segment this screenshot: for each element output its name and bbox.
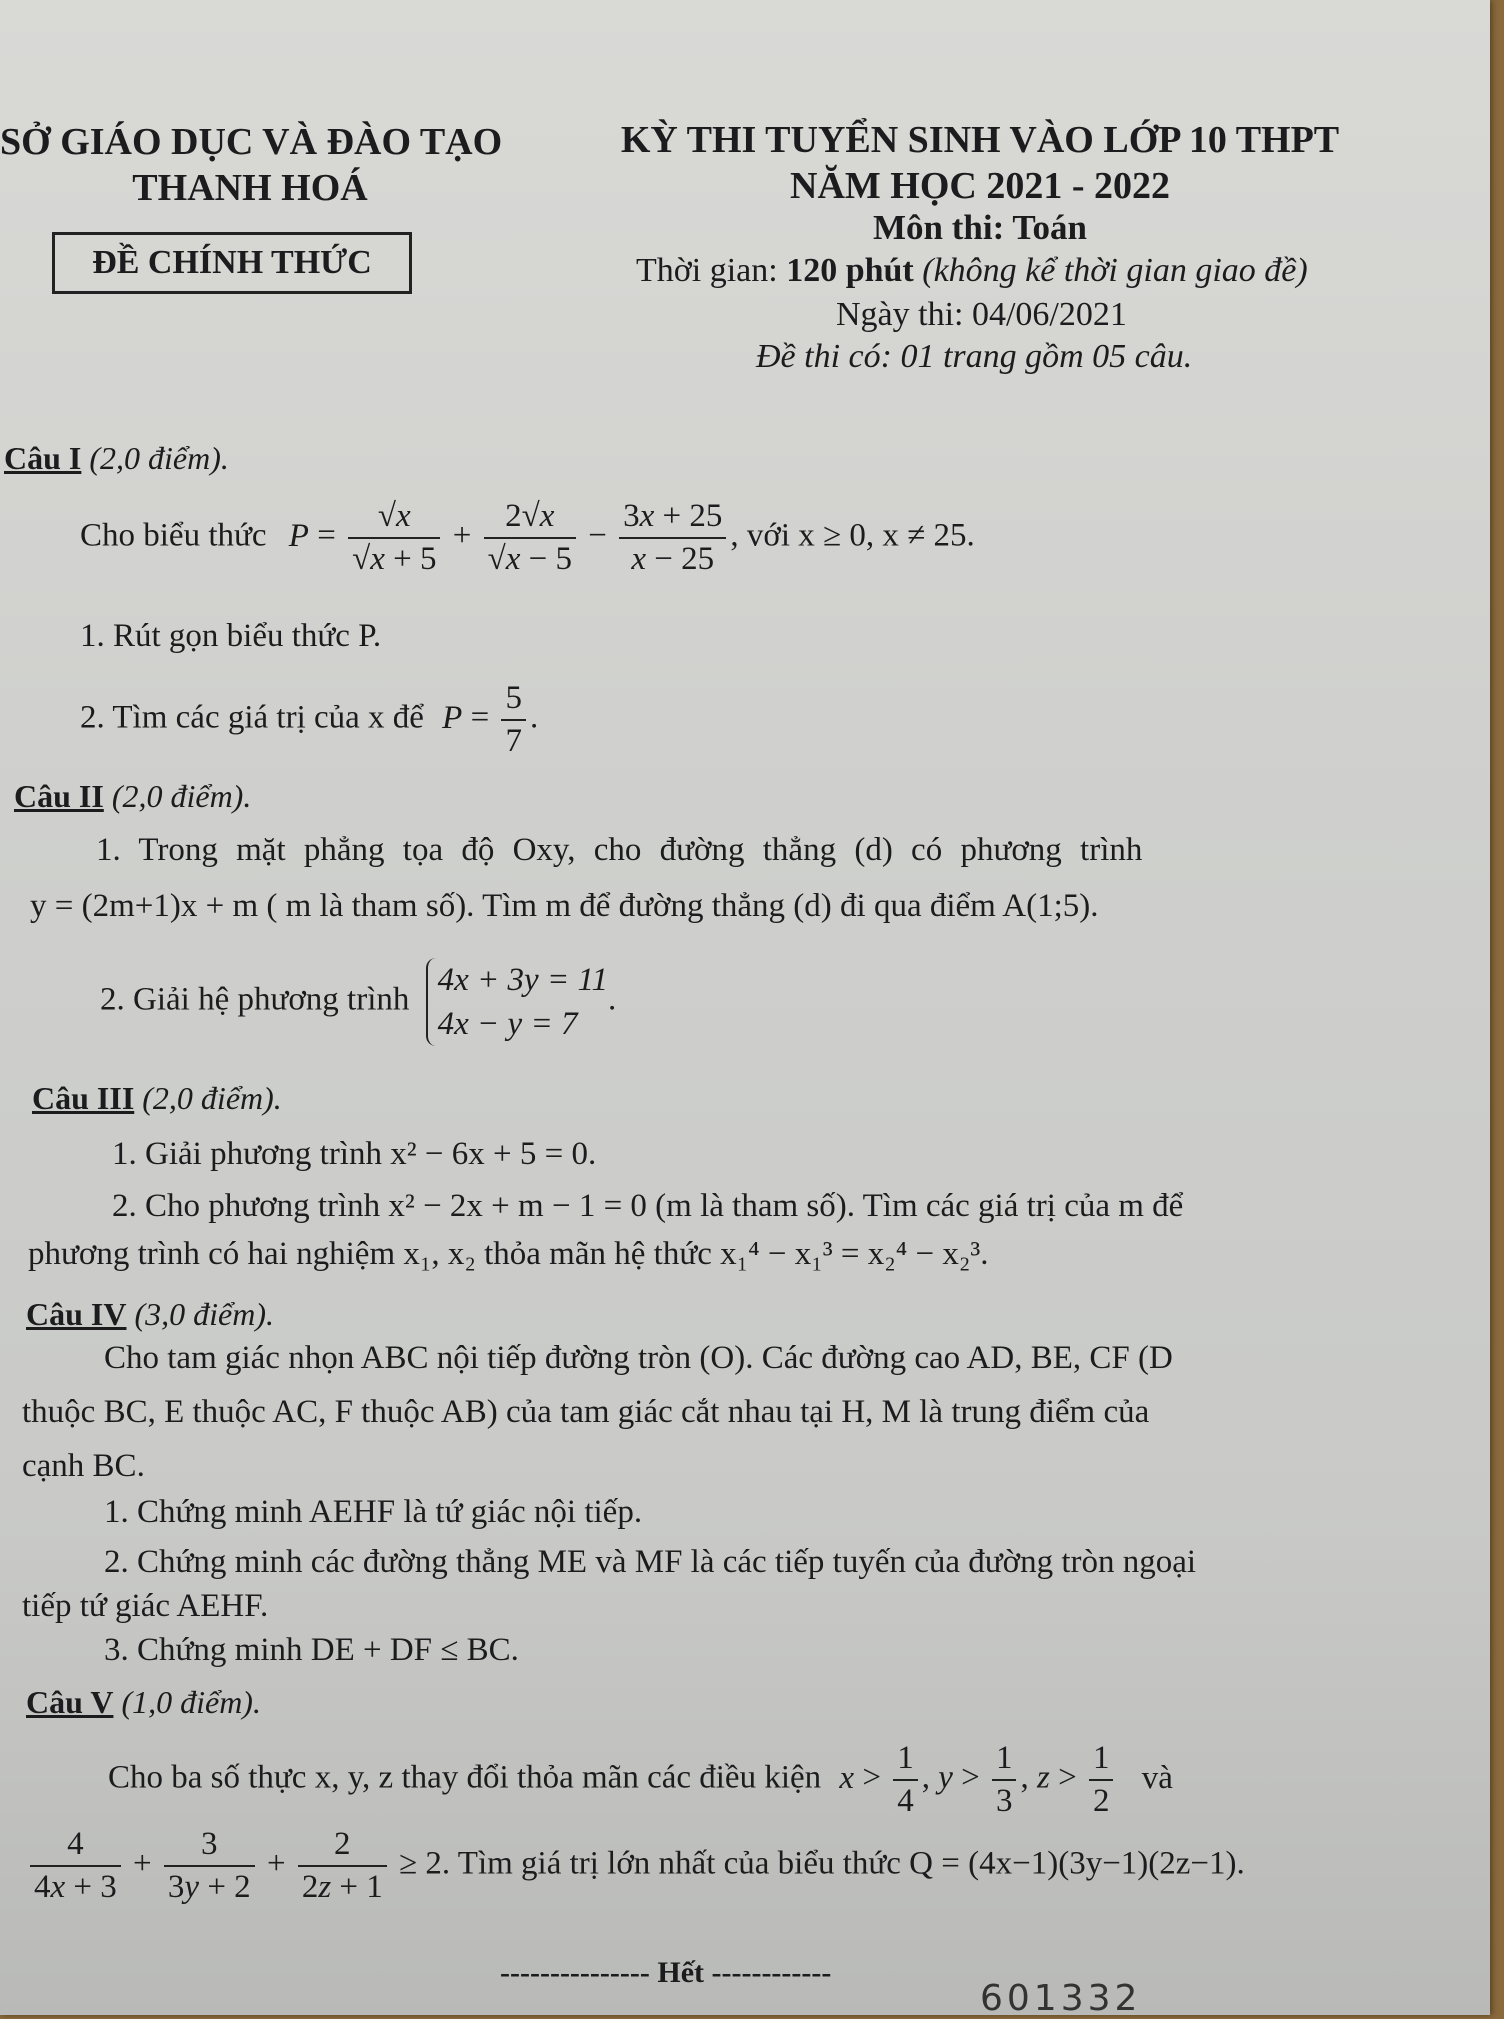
q1-points: (2,0 điểm).	[89, 440, 229, 476]
q3-title: Câu III	[32, 1080, 135, 1116]
q4-intro-line3: cạnh BC.	[22, 1448, 145, 1484]
q2-eq1: 4x + 3y = 11	[437, 962, 609, 998]
q5-line1: Cho ba số thực x, y, z thay đổi thỏa mãn các điều kiện x > $\frac{1}{4}$ , y > $\frac{1}{3}$ , z > $\frac{1}{2}$ và	[108, 1740, 1173, 1819]
q1-frac1: $\frac{√x}{√x + 5}$	[348, 498, 440, 578]
subject: Môn thi: Toán	[873, 208, 1087, 247]
exam-title: KỲ THI TUYỂN SINH VÀO LỚP 10 THPT	[620, 119, 1340, 161]
q1-frac3: $\frac{3x + 25}{x - 25}$	[619, 498, 726, 578]
q1-part2: 2. Tìm các giá trị của x để P = $\frac{5}{7}$ .	[80, 680, 539, 759]
q1-heading	[4, 440, 229, 477]
school-year: NĂM HỌC 2021 - 2022	[790, 165, 1170, 207]
q5-frac-y: $\frac{1}{3}$	[992, 1740, 1017, 1820]
q2-points: (2,0 điểm).	[111, 778, 252, 814]
q1-condition: , với x ≥ 0, x ≠ 25.	[730, 517, 975, 554]
time-note: (không kể thời gian giao đề)	[922, 252, 1308, 289]
official-label: ĐỀ CHÍNH THỨC	[52, 232, 412, 294]
q5-points: (1,0 điểm).	[121, 1684, 261, 1720]
q4-part3: 3. Chứng minh DE + DF ≤ BC.	[104, 1632, 519, 1668]
q4-intro-line1: Cho tam giác nhọn ABC nội tiếp đường tròn (O). Các đường cao AD, BE, CF (D	[104, 1340, 1173, 1376]
q5-frac-a: $\frac{4}{4x + 3}$	[30, 1826, 121, 1906]
q5-and: và	[1141, 1759, 1173, 1796]
candidate-number: 601332	[980, 1978, 1142, 2019]
q2-part2: 2. Giải hệ phương trình 4x + 3y = 11 4x − y = 7 .	[100, 958, 616, 1046]
q1-expression: Cho biểu thức P = $\frac{√x}{√x + 5}$ + $\frac{2√x}{√x - 5}$ − $\frac{3x + 25}{x - 25}$ , với x ≥ 0, x ≠ 25.	[80, 498, 975, 577]
q1-part2-frac: $\frac{5}{7}$	[501, 680, 526, 760]
q5-frac-z: $\frac{1}{2}$	[1089, 1740, 1114, 1820]
q3-points: (2,0 điểm).	[142, 1080, 282, 1116]
time-prefix: Thời gian:	[636, 252, 787, 289]
q4-part2-line1: 2. Chứng minh các đường thẳng ME và MF là các tiếp tuyến của đường tròn ngoại	[104, 1544, 1197, 1580]
q2-part1-line2: y = (2m+1)x + m ( m là tham số). Tìm m để đường thẳng (d) đi qua điểm A(1;5).	[30, 888, 1099, 924]
q3-heading	[32, 1080, 282, 1117]
q5-line2: $\frac{4}{4x + 3}$ + $\frac{3}{3y + 2}$ + $\frac{2}{2z + 1}$ ≥ 2. Tìm giá trị lớn nhất của biểu thức Q = (4x−1)(3y−1)(2z−1).	[26, 1826, 1245, 1906]
q1-intro: Cho biểu thức	[80, 517, 267, 554]
q5-line2-tail: ≥ 2. Tìm giá trị lớn nhất của biểu thức Q = (4x−1)(3y−1)(2z−1).	[399, 1845, 1245, 1882]
dept-line1: SỞ GIÁO DỤC VÀ ĐÀO TẠO	[0, 121, 503, 163]
q4-part1: 1. Chứng minh AEHF là tứ giác nội tiếp.	[104, 1494, 643, 1530]
q3-part1: 1. Giải phương trình x² − 6x + 5 = 0.	[112, 1136, 597, 1172]
q5-line1-text: Cho ba số thực x, y, z thay đổi thỏa mãn các điều kiện	[108, 1759, 822, 1796]
q5-heading	[26, 1684, 261, 1721]
pages-note: Đề thi có: 01 trang gồm 05 câu.	[756, 338, 1193, 375]
exam-date: Ngày thi: 04/06/2021	[836, 296, 1127, 333]
q1-title: Câu I	[4, 440, 82, 476]
q2-eq2: 4x − y = 7	[437, 1006, 578, 1042]
q2-title: Câu II	[14, 778, 104, 814]
q4-title: Câu IV	[26, 1296, 127, 1332]
q2-system	[426, 958, 608, 1046]
q4-points: (3,0 điểm).	[134, 1296, 274, 1332]
end-mark: --------------- Hết ------------	[500, 1956, 832, 1989]
q4-intro-line2: thuộc BC, E thuộc AC, F thuộc AB) của tam giác cắt nhau tại H, M là trung điểm của	[22, 1394, 1150, 1430]
q4-heading	[26, 1296, 274, 1333]
q2-heading	[14, 778, 251, 815]
time-value: 120 phút	[786, 252, 914, 289]
q2-part1-line1: 1. Trong mặt phẳng tọa độ Oxy, cho đường thẳng (d) có phương trình	[96, 832, 1143, 868]
q2-part2-text: 2. Giải hệ phương trình	[100, 981, 410, 1018]
q5-title: Câu V	[26, 1684, 114, 1720]
q5-frac-x: $\frac{1}{4}$	[893, 1740, 918, 1820]
q5-frac-b: $\frac{3}{3y + 2}$	[164, 1826, 255, 1906]
dept-line2: THANH HOÁ	[132, 167, 368, 209]
q3-part2-line1: 2. Cho phương trình x² − 2x + m − 1 = 0 (m là tham số). Tìm các giá trị của m để	[112, 1188, 1184, 1224]
q3-part2-line2: phương trình có hai nghiệm x₁, x₂ thỏa mãn hệ thức x₁⁴ − x₁³ = x₂⁴ − x₂³.	[28, 1236, 989, 1272]
q4-part2-line2: tiếp tứ giác AEHF.	[22, 1588, 269, 1624]
q1-part1: 1. Rút gọn biểu thức P.	[80, 618, 382, 654]
q5-frac-c: $\frac{2}{2z + 1}$	[298, 1826, 387, 1906]
time-line	[636, 252, 1308, 290]
q1-frac2: $\frac{2√x}{√x - 5}$	[484, 498, 576, 578]
q1-part2-text: 2. Tìm các giá trị của x để	[80, 699, 424, 736]
